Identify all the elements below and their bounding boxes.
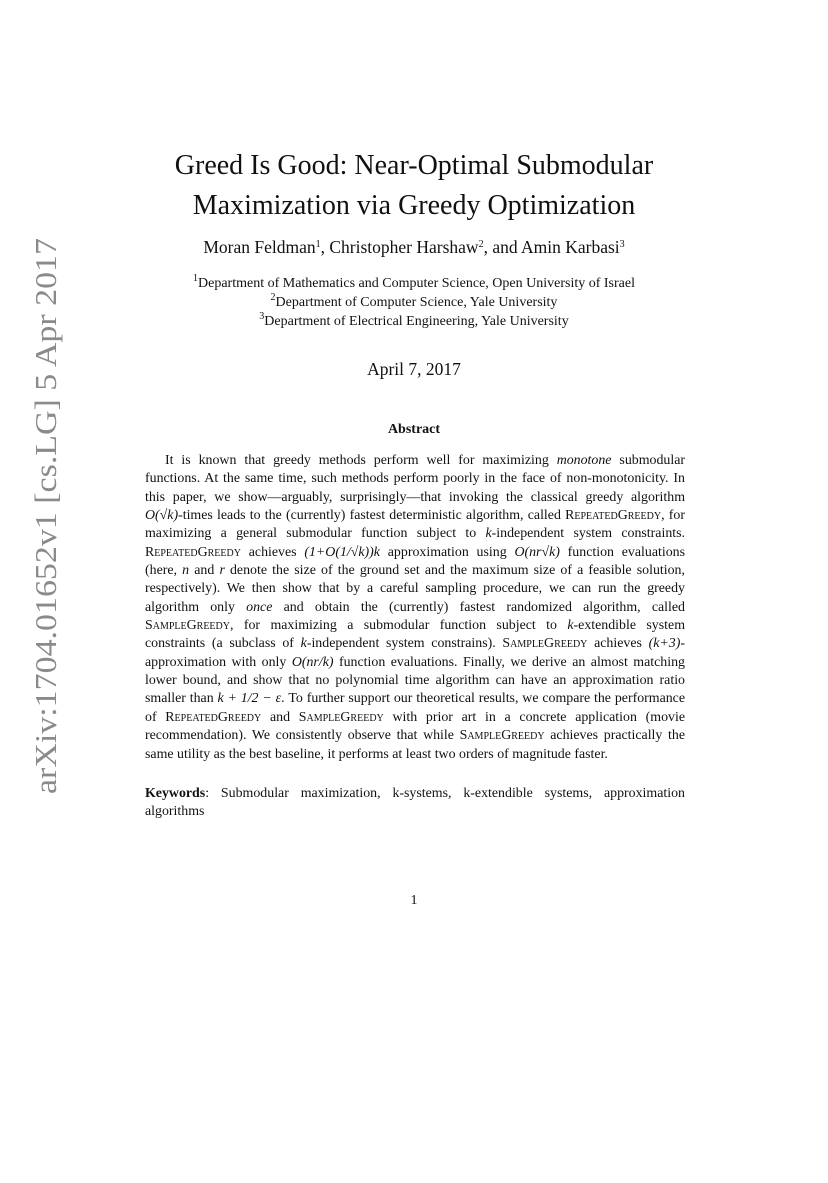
affiliation (100, 274, 728, 293)
abstract-text: -extendible system constraints (a subclass of (145, 618, 685, 652)
abstract-text: function evaluations (here, (145, 544, 686, 579)
author-name: Christopher Harshaw (329, 237, 479, 257)
abstract-body (145, 452, 685, 764)
algorithm-name: SampleGreedy (298, 709, 384, 725)
abstract-heading: Abstract (387, 422, 441, 437)
abstract-text: denote the size of the ground set and the maximum size of a feasible solution, respectively). We then show that by a careful sampling procedure, we can run the greedy algorithm only (145, 563, 685, 615)
abstract-text: -approximation with only (145, 636, 686, 670)
abstract-text: achieves practically the same utility as the best baseline, it performs at least two orders of magnitude faster. (145, 728, 685, 762)
abstract-emphasis: once (246, 599, 273, 615)
algorithm-name: SampleGreedy (502, 636, 588, 652)
keywords (145, 785, 685, 822)
abstract-text: -independent system constraints. (491, 526, 685, 542)
abstract-text: achieves (587, 636, 649, 652)
affiliation-text: Department of Mathematics and Computer Science, Open University of Israel (198, 276, 635, 291)
affiliation (100, 293, 728, 312)
algorithm-name: SampleGreedy (145, 618, 230, 634)
author-separator: , and (483, 237, 521, 257)
author-list (100, 236, 728, 258)
abstract-text: , for maximizing a general submodular function subject to (145, 508, 685, 542)
abstract-text: and (261, 709, 299, 725)
author-mark: 2 (478, 239, 484, 250)
abstract-text: -times leads to the (currently) fastest deterministic algorithm, called (178, 508, 566, 524)
abstract-text: achieves (240, 544, 305, 560)
title-line-1: Greed Is Good: Near-Optimal Submodular (174, 150, 654, 181)
math-variable: n (182, 563, 190, 579)
page-number: 1 (410, 893, 418, 908)
abstract-text: It is known that greedy methods perform well for maximizing (165, 453, 557, 468)
abstract-text: -independent system constrains). (306, 636, 503, 652)
abstract-text: and (189, 563, 220, 579)
keywords-text: : Submodular maximization, k-systems, k-extendible systems, approximation algorithms (145, 786, 685, 820)
arxiv-stamp-text: arXiv:1704.01652v1 [cs.LG] 5 Apr 2017 (28, 286, 63, 794)
title-line-2: Maximization via Greedy Optimization (192, 190, 636, 221)
math-expression: O(√k) (145, 508, 179, 524)
affiliation (100, 312, 728, 331)
paper-title (100, 146, 728, 226)
algorithm-name: RepeatedGreedy (145, 544, 241, 560)
author-separator: , (320, 237, 330, 257)
algorithm-name: SampleGreedy (459, 728, 545, 744)
abstract-emphasis: monotone (556, 453, 612, 468)
arxiv-stamp (14, 236, 76, 796)
math-expression: (k+3) (648, 636, 681, 652)
math-expression: O(nr/k) (291, 654, 334, 670)
math-variable: k (485, 526, 492, 542)
algorithm-name: RepeatedGreedy (165, 709, 262, 725)
affiliation-list (100, 274, 728, 331)
author-mark: 1 (315, 239, 321, 250)
affiliation-mark: 3 (259, 311, 265, 322)
author-name: Moran Feldman (203, 237, 316, 257)
math-expression: O(nr√k) (514, 544, 560, 560)
math-variable: k (300, 636, 307, 652)
author-name: Amin Karbasi (521, 237, 620, 257)
math-expression: k + 1/2 − ε (217, 691, 282, 707)
abstract-text: . To further support our theoretical results, we compare the performance of (145, 691, 686, 725)
abstract-text: , for maximizing a submodular function subject to (229, 618, 568, 634)
math-variable: k (567, 618, 574, 634)
affiliation-text: Department of Computer Science, Yale University (275, 295, 558, 310)
abstract-text: with prior art in a concrete application (movie recommendation). We consistently observe that while (145, 709, 685, 744)
abstract-text: and obtain the (currently) fastest randomized algorithm, called (272, 599, 685, 615)
affiliation-mark: 1 (193, 273, 198, 284)
abstract-text: function evaluations. Finally, we derive an almost matching lower bound, and show that no polynomial time algorithm can have an approximation ratio smaller than (145, 654, 685, 707)
paper-date: April 7, 2017 (367, 359, 461, 379)
math-expression: (1+O(1/√k))k (304, 544, 380, 560)
keywords-label: Keywords (145, 786, 206, 801)
abstract-text: approximation using (379, 544, 515, 560)
algorithm-name: RepeatedGreedy (565, 508, 662, 524)
affiliation-text: Department of Electrical Engineering, Yale University (264, 314, 569, 329)
abstract-text: submodular functions. At the same time, such methods perform poorly in the face of non-monotonicity. In this paper, we show—arguably, surprisingly—that invoking the classical greedy algorithm (145, 453, 685, 505)
math-variable: r (219, 563, 225, 579)
author-mark: 3 (619, 239, 625, 250)
affiliation-mark: 2 (270, 292, 276, 303)
